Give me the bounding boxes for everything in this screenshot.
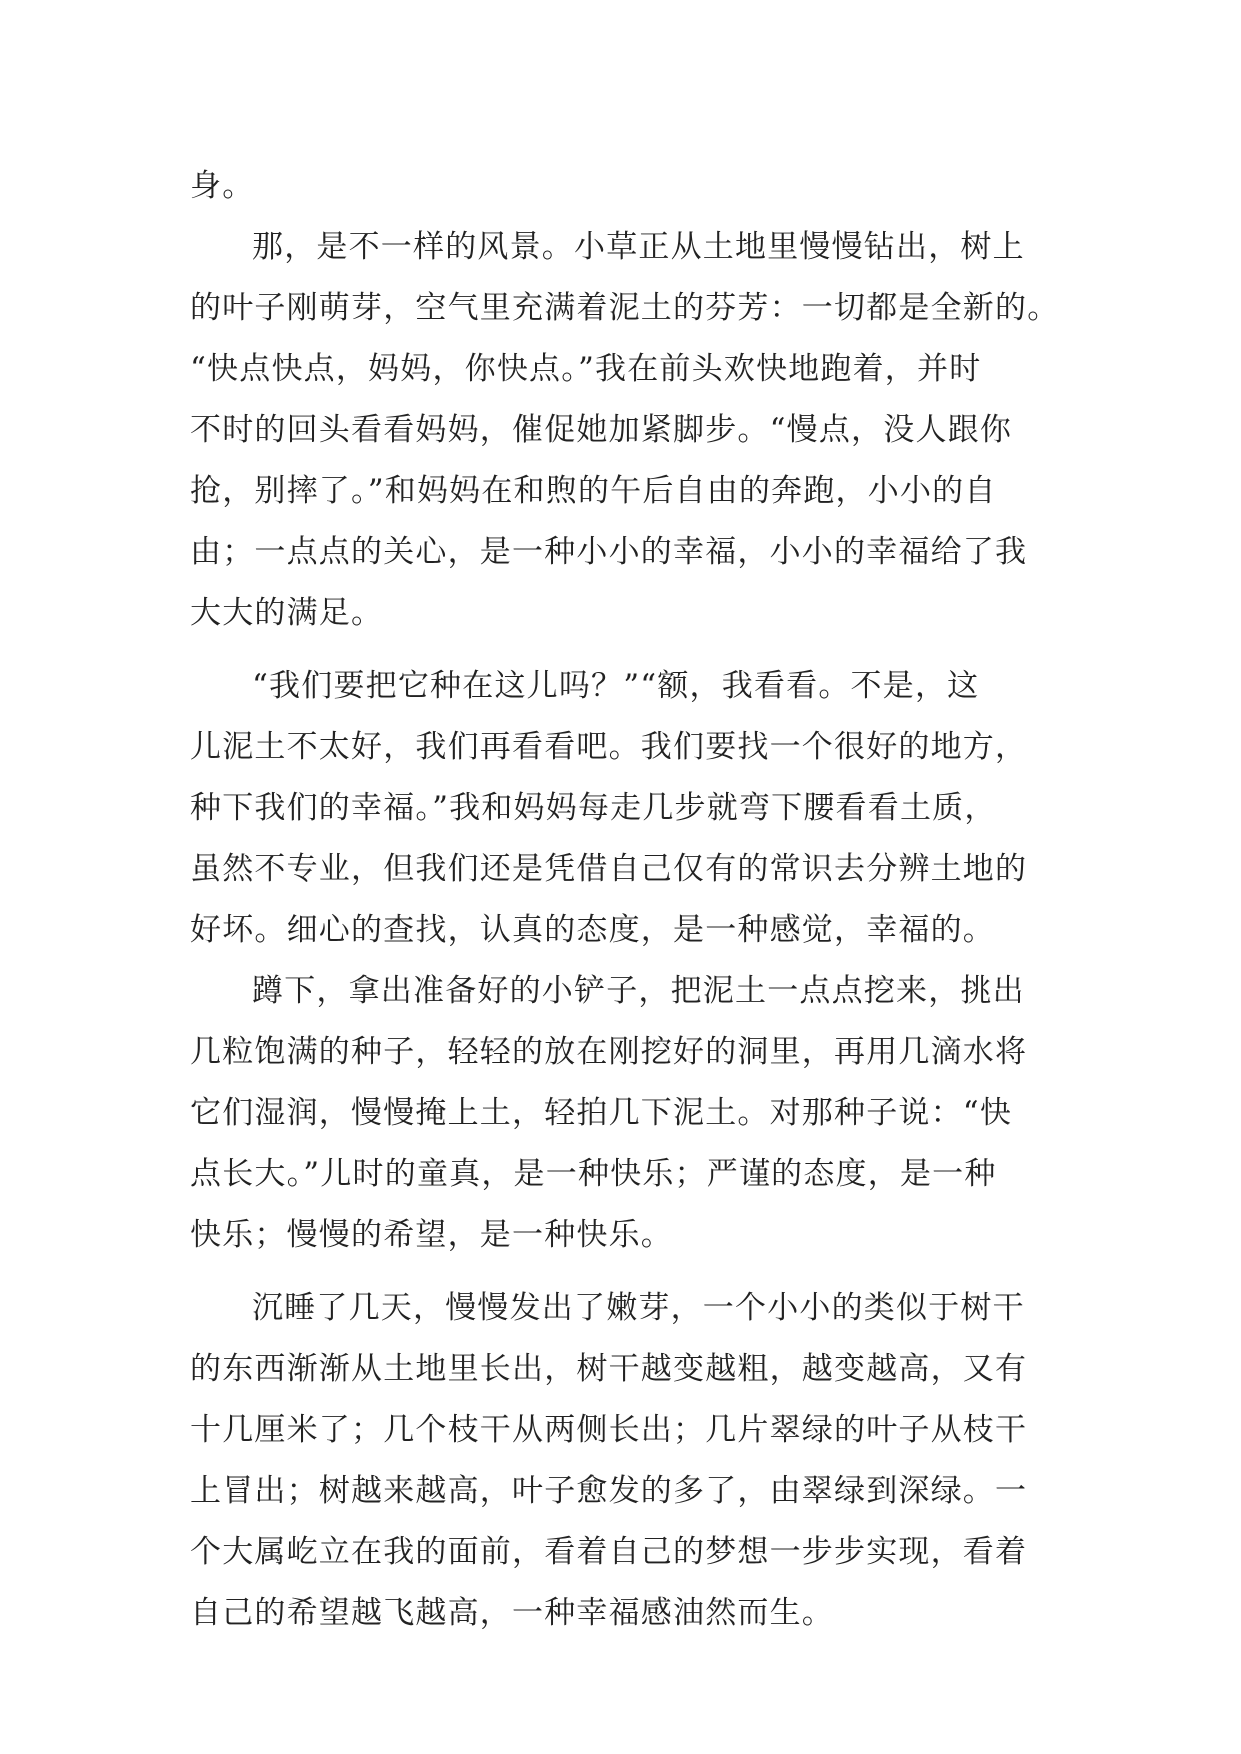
paragraph-line: 个大属屹立在我的面前，看着自己的梦想一步步实现，看着 xyxy=(190,1534,1028,1570)
paragraph-1 xyxy=(190,156,1090,217)
paragraph-line: 儿泥土不太好，我们再看看吧。我们要找一个很好的地方， xyxy=(190,729,1028,765)
paragraph-line: 身。 xyxy=(190,168,255,204)
paragraph-line: 好坏。细心的查找，认真的态度，是一种感觉，幸福的。 xyxy=(190,912,995,948)
paragraph-line: 自己的希望越飞越高，一种幸福感油然而生。 xyxy=(190,1595,834,1631)
paragraph-spacer xyxy=(190,1266,1090,1278)
paragraph-line: 上冒出；树越来越高，叶子愈发的多了，由翠绿到深绿。一 xyxy=(190,1473,1028,1509)
paragraph-line: 种下我们的幸福。”我和妈妈每走几步就弯下腰看看土质， xyxy=(190,790,997,826)
paragraph-line: 它们湿润，慢慢掩上土，轻拍几下泥土。对那种子说：“快 xyxy=(190,1095,1013,1131)
document-body xyxy=(190,156,1090,1644)
paragraph-3 xyxy=(190,656,1090,961)
paragraph-line: 快乐；慢慢的希望，是一种快乐。 xyxy=(190,1217,673,1253)
paragraph-line: 几粒饱满的种子，轻轻的放在刚挖好的洞里，再用几滴水将 xyxy=(190,1034,1028,1070)
paragraph-spacer xyxy=(190,644,1090,656)
paragraph-line: 点长大。”儿时的童真，是一种快乐；严谨的态度，是一种 xyxy=(190,1156,997,1192)
paragraph-line: 虽然不专业，但我们还是凭借自己仅有的常识去分辨土地的 xyxy=(190,851,1028,887)
paragraph-2 xyxy=(190,217,1090,644)
paragraph-4 xyxy=(190,961,1090,1266)
paragraph-line: “我们要把它种在这儿吗？”“额，我看看。不是，这 xyxy=(252,668,980,704)
paragraph-line: 抢，别摔了。”和妈妈在和煦的午后自由的奔跑，小小的自 xyxy=(190,473,997,509)
paragraph-line: 十几厘米了；几个枝干从两侧长出；几片翠绿的叶子从枝干 xyxy=(190,1412,1028,1448)
paragraph-line: 蹲下，拿出准备好的小铲子，把泥土一点点挖来，挑出 xyxy=(252,973,1025,1009)
paragraph-line: 的东西渐渐从土地里长出，树干越变越粗，越变越高，又有 xyxy=(190,1351,1028,1387)
paragraph-line: “快点快点，妈妈，你快点。”我在前头欢快地跑着，并时 xyxy=(190,351,982,387)
paragraph-line: 大大的满足。 xyxy=(190,595,384,631)
paragraph-line: 那，是不一样的风景。小草正从土地里慢慢钻出，树上 xyxy=(252,229,1025,265)
paragraph-line: 沉睡了几天，慢慢发出了嫩芽，一个小小的类似于树干 xyxy=(252,1290,1025,1326)
paragraph-5 xyxy=(190,1278,1090,1644)
paragraph-line: 不时的回头看看妈妈，催促她加紧脚步。“慢点，没人跟你 xyxy=(190,412,1013,448)
paragraph-line: 的叶子刚萌芽，空气里充满着泥土的芬芳：一切都是全新的。 xyxy=(190,290,1060,326)
paragraph-line: 由；一点点的关心，是一种小小的幸福，小小的幸福给了我 xyxy=(190,534,1028,570)
